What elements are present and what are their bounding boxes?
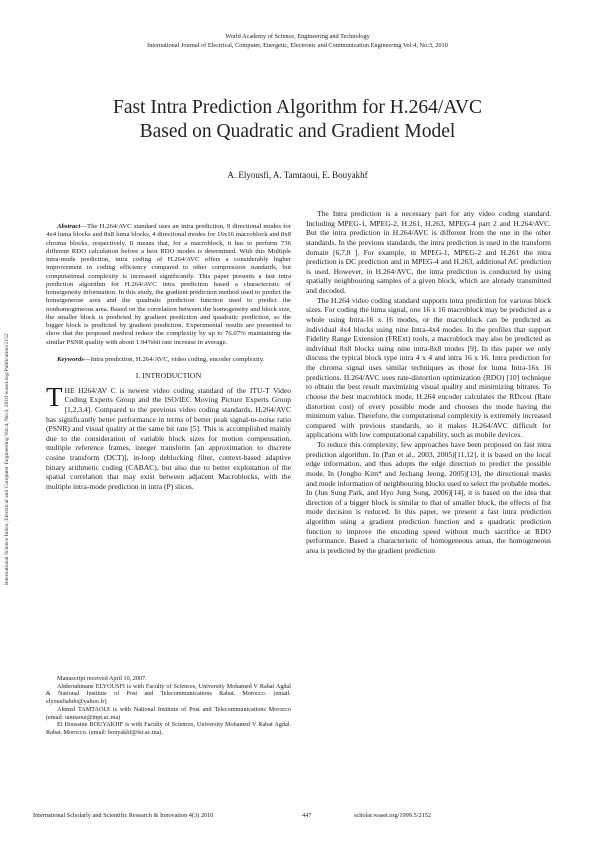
title-line-2: Based on Quadratic and Gradient Model (139, 121, 456, 142)
abstract-label: Abstract (57, 223, 81, 230)
body-paragraph-1: The Intra prediction is a necessary part for any video coding standard. Including MPEG-1, MPEG-2, H.261, H.263, MPEG-4 part 2 and H.264/AVC. But the intra prediction in H.264/AVC is different from the one in the other standards. In the previous standards, the intra prediction is used in the transform domain [6,7,8 ]. For example, in MPEG-1, MPEG-2 and H.261 the intra prediction is DC prediction and in MPEG-4 and H.263, additional AC prediction is used. However, in H.264/AVC, the intra prediction is conducted by using spatially neighbouring samples of a given block, which are already transmitted and decoded. (306, 209, 551, 295)
journal-header-line1: World Academy of Science, Engineering and Technology (225, 33, 370, 40)
authors: A. Elyousfi, A. Tamtaoui, E. Bouyakhf (227, 170, 368, 180)
intro-paragraph (46, 381, 291, 492)
right-column (306, 209, 551, 556)
drop-cap: T (46, 381, 63, 412)
footnote-received: Manuscript received April 10, 2007. (57, 675, 147, 682)
footnote-author-1: Abderrahmane ELYOUSFI is with Faculty of Sciences, University Mohamed V Rabat Agdal & National Institute of Post and Telecommunications Rabat. Morocco. (email: elyousfiabdo@yahoo.fr) (46, 682, 291, 706)
left-column (46, 223, 291, 492)
keywords-label: Keywords (57, 355, 84, 363)
intro-text: HE H264/AV C is newest video coding standard of the ITU-T Video Coding Experts Group and the ISO/IEC Moving Picture Experts Group [1,2,3,4]. Compared to the previous video coding standards, H.264/AVC has significantly better performance in terms of better peak signal-to-noise ratio (PSNR) and visual quality at the same bit rate [5]. This is accomplished mainly due to the consideration of variable block sizes for motion compensation, multiple reference frames, integer transform [an approximation to discrete cosine transform (DCT)], in-loop deblocking filter, context-based adaptive binary arithmetic coding (CABAC), but also due to better exploitation of the spatial correlation that may exist between adjacent Macroblocks, with the multiple intra-mode prediction in intra (P) slices. (46, 385, 291, 491)
footnote-author-3: El Houssine BOUYAKHF is with Faculty of Sciences, University Mohamed V Rabat Agdal. Rabat. Morocco. (email: bouyakhf@fsr.ac.ma). (46, 721, 291, 736)
footnotes (46, 675, 291, 737)
paper-title (40, 96, 555, 144)
journal-header-line2: International Journal of Electrical, Computer, Energetic, Electronic and Communication Engineering Vol:4, No:3, 2010 (147, 42, 448, 49)
side-margin-text: International Science Index, Electrical and Computer Engineering Vol:4, No:3, 2010 waset.org/Publication/2152 (4, 333, 10, 585)
keywords-text: —Intra prediction, H.264/AVC, video coding, encoder complexity. (84, 355, 265, 363)
abstract (46, 223, 291, 347)
footer-url: scholar.waset.org/1999.5/2152 (354, 812, 432, 819)
title-line-1: Fast Intra Prediction Algorithm for H.264/AVC (112, 97, 483, 118)
footnote-author-2: Ahmed TAMTAOUI is with National Institute of Post and Telecommunications Morocco (email: tamtaoui@inpt.ac.ma) (46, 705, 291, 721)
keywords (46, 356, 291, 364)
footer-journal: International Scholarly and Scientific Research & Innovation 4(3) 2010 (33, 812, 214, 819)
section-heading-introduction: I. INTRODUCTION (135, 371, 202, 380)
body-paragraph-2: The H.264 video coding standard supports intra prediction for various block sizes. For coding the luma signal, one 16 x 16 macroblock may be predicted as a whole using Intra-16 x 16 modes, or the macroblock can be predicted as individual 4x4 blocks using nine Intra-4x4 modes. In the profiles that support Fidelity Range Extension (FRExt) tools, a macroblock may also be predicted as individual 8x8 blocks using nine intra-8x8 modes [9]. In this paper we only discuss the typical block type intra 4 x 4 and intra 16 x 16. Intra prediction for the chroma signal uses similar techniques as those for luma Intra-16x 16 predictions. H.264/AVC uses rate-distortion optimization (RDO) [10] technique to obtain the best result maximizing visual quality and minimizing bitrates. To choose the best macroblock mode, H.264 encoder calculates the RDcost (Rate distortion cost) of every possible mode and chooses the mode having the minimum value. Therefore, the computational complexity is extremely increased compared with previous standards, so it makes H.264/AVC difficult for applications with low computational capability, such as mobile devices. (306, 295, 551, 440)
footer-page-number: 447 (302, 812, 312, 819)
body-paragraph-3: To reduce this complexity, few approaches have been proposed on fast intra prediction algorithm. In (Pan et al., 2003, 2005)[11,12], it is based on the local edge information, and thus adopts the edge direction to predict the possible mode. In (Jongho Kim* and Jechang Jeong, 2005)[13], the directional masks and mode information of neighbouring blocks used to select the probable modes. In (Jun Sung Park, and Hyo Jung Song, 2006)[14], it is based on the idea that direction of a bigger block is similar to that of smaller block, the effects of fist mode decision is reduced. In this paper, we present a fast intra prediction algorithm using a gradient prediction function and a quadratic prediction function to improve the encoding speed without much sacrifice at RDO performance. Based a characteristic of homogeneous areas, the homogeneous area is predicted by the gradient prediction (306, 440, 551, 555)
abstract-text: —The H.264/AVC standard uses an intra prediction, 9 directional modes for 4x4 luma blocks and 8x8 luma blocks, 4 directional modes for 16x16 macroblock and 8x8 chroma blocks, respectively. It means that, for a macroblock, it has to perform 736 different RDO calculation before a best RDO modes is determined. With this Multiple intra-mode prediction, intra coding of H.264/AVC offers a considerably higher improvement in coding efficiency compared to other compression standards, but computational complexity is increased significantly. This paper presents a fast intra prediction algorithm for H.264/AVC intra prediction based a characteristic of homogeneity information. In this study, the gradient prediction method used to predict the homogeneous area and the quadratic prediction function used to predict the nonhomogeneous area. Based on the correlation between the homogeneity and block size, the smaller block is predicted by gradient prediction and quadratic prediction, so the bigger block is predicted by gradient prediction. Experimental results are presented to show that the proposed method reduce the complexity by up to 76.07% maintaining the similar PSNR quality with about 1.94%bit rate increase in average. (46, 223, 291, 346)
